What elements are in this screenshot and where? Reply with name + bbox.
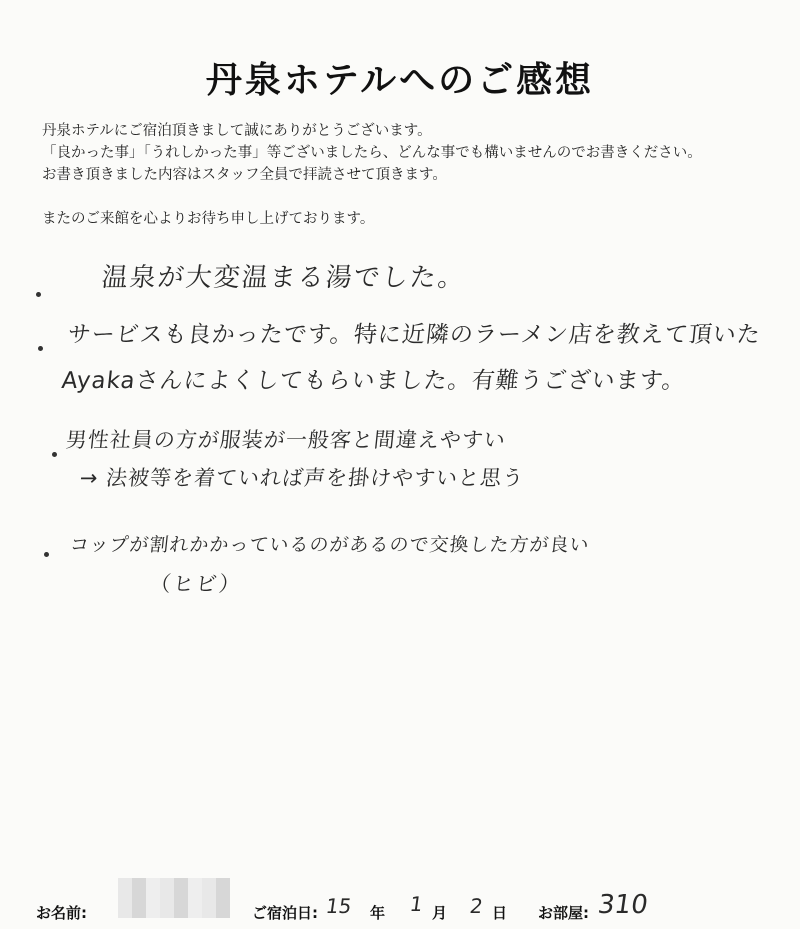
form-footer bbox=[0, 890, 800, 929]
intro-text bbox=[42, 120, 782, 230]
name-label: お名前: bbox=[36, 904, 87, 922]
stay-year-value: 15 bbox=[324, 894, 354, 918]
comment-staff-line-2: → 法被等を着ていれば声を掛けやすいと思う bbox=[78, 466, 526, 490]
stay-day-value: 2 bbox=[468, 894, 485, 918]
comment-cup-line-1: コップが割れかかっているのがあるので交換した方が良い bbox=[68, 534, 591, 556]
bullet-1 bbox=[36, 292, 41, 297]
stay-month-value: 1 bbox=[408, 892, 425, 916]
comment-hot-spring: 温泉が大変温まる湯でした。 bbox=[100, 263, 468, 293]
intro-line-4: またのご来館を心よりお待ち申し上げております。 bbox=[42, 211, 375, 227]
intro-line-1: 丹泉ホテルにご宿泊頂きまして誠にありがとうございます。 bbox=[42, 123, 432, 139]
room-number-value: 310 bbox=[595, 890, 650, 920]
room-label: お部屋: bbox=[538, 904, 589, 922]
comment-cup-line-2: （ヒビ） bbox=[148, 572, 244, 596]
bullet-2 bbox=[38, 346, 43, 351]
year-label: 年 bbox=[370, 904, 386, 922]
comment-service-line-1: サービスも良かったです。特に近隣のラーメン店を教えて頂いた bbox=[66, 322, 763, 348]
intro-line-2: 「良かった事」「うれしかった事」等ございましたら、どんな事でも構いませんのでお書きください。 bbox=[42, 145, 702, 161]
bullet-4 bbox=[44, 552, 49, 557]
comment-service-line-2: Ayakaさんによくしてもらいました。有難うございます。 bbox=[60, 368, 688, 394]
stay-date-label: ご宿泊日: bbox=[252, 904, 318, 922]
comment-staff-line-1: 男性社員の方が服装が一般客と間違えやすい bbox=[64, 428, 508, 452]
day-label: 日 bbox=[492, 904, 508, 922]
form-title: 丹泉ホテルへのご感想 bbox=[205, 60, 595, 101]
month-label: 月 bbox=[432, 904, 448, 922]
intro-line-3: お書き頂きました内容はスタッフ全員で拝読させて頂きます。 bbox=[42, 167, 447, 183]
bullet-3 bbox=[52, 452, 57, 457]
